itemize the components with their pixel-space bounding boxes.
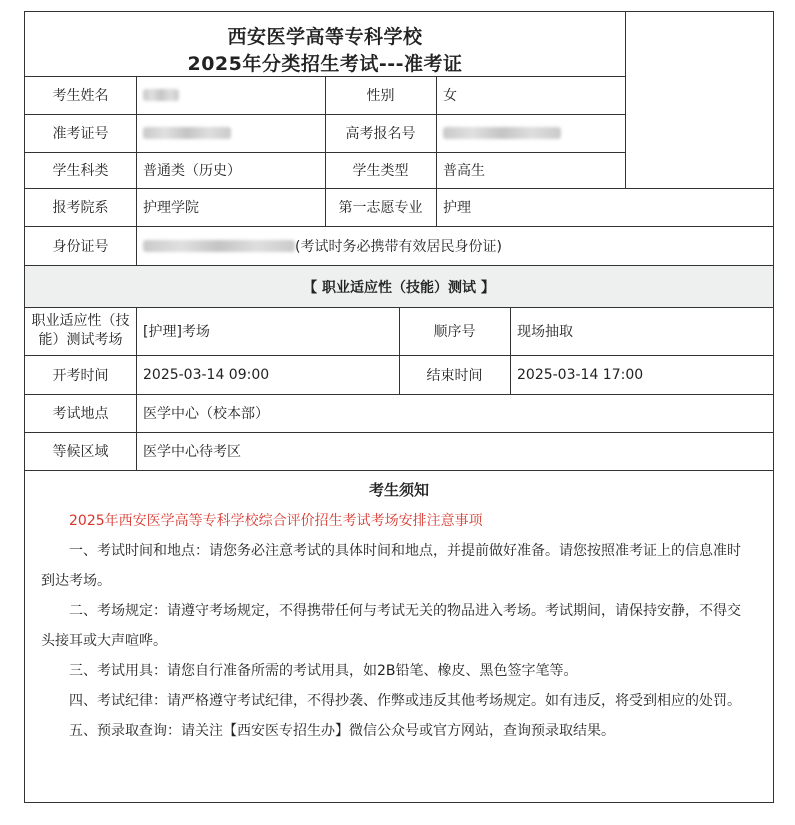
notice-item: 三、考试用具：请您自行准备所需的考试用具，如2B铅笔、橡皮、黑色签字笔等。 <box>69 663 578 679</box>
notice-title: 考生须知 <box>368 481 429 499</box>
notice-item: 五、预录取查询：请关注【西安医专招生办】微信公众号或官方网站，查询预录取结果。 <box>69 723 615 739</box>
notice-item: 一、考试时间和地点：请您务必注意考试的具体时间和地点，并提前做好准备。请您按照准考证上的信息准时到达考场。 <box>41 543 741 589</box>
id-number-value <box>136 226 773 265</box>
department-value: 护理学院 <box>143 200 199 216</box>
start-time-label: 开考时间 <box>52 367 109 384</box>
candidate-notice <box>25 471 773 746</box>
gender-label: 性别 <box>366 88 395 104</box>
student-type-label: 学生类型 <box>352 163 409 179</box>
exam-room-value: [护理]考场 <box>143 324 210 340</box>
gaokao-number-value <box>436 114 625 152</box>
gaokao-number-label: 高考报名号 <box>345 126 416 142</box>
name-value <box>136 76 325 114</box>
waiting-area-label: 等候区域 <box>52 444 109 460</box>
id-number-label: 身份证号 <box>52 238 109 255</box>
student-type-value: 普高生 <box>443 163 485 179</box>
ticket-title: 2025年分类招生考试---准考证 <box>187 53 463 75</box>
department-label: 报考院系 <box>52 200 109 216</box>
ticket-number-value <box>136 114 325 152</box>
major-label: 第一志愿专业 <box>338 200 423 216</box>
school-title: 西安医学高等专科学校 <box>227 26 423 48</box>
subject-label: 学生科类 <box>52 163 109 179</box>
name-label: 考生姓名 <box>52 88 109 104</box>
exam-room-label: 职业适应性（技能）测试考场 <box>31 313 130 348</box>
notice-item: 四、考试纪律：请严格遵守考试纪律，不得抄袭、作弊或违反其他考场规定。如有违反，将受到相应的处罚。 <box>69 693 741 709</box>
major-value: 护理 <box>443 200 471 216</box>
end-time-value: 2025-03-14 17:00 <box>517 366 644 383</box>
exam-place-label: 考试地点 <box>52 406 109 422</box>
notice-subtitle: 2025年西安医学高等专科学校综合评价招生考试考场安排注意事项 <box>69 513 483 529</box>
gender-value: 女 <box>443 88 457 104</box>
exam-place-value: 医学中心（校本部） <box>143 406 269 422</box>
id-note: (考试时务必携带有效居民身份证) <box>295 238 502 255</box>
admission-ticket <box>24 11 774 803</box>
notice-item: 二、考场规定：请遵守考场规定，不得携带任何与考试无关的物品进入考场。考试期间，请保持安静，不得交头接耳或大声喧哗。 <box>41 603 741 649</box>
subject-value: 普通类（历史） <box>143 163 241 179</box>
end-time-label: 结束时间 <box>426 367 483 384</box>
skills-test-section-title: 【 职业适应性（技能）测试 】 <box>25 266 773 307</box>
ticket-number-label: 准考证号 <box>52 126 109 142</box>
order-number-value: 现场抽取 <box>517 324 573 340</box>
waiting-area-value: 医学中心待考区 <box>143 444 241 460</box>
start-time-value: 2025-03-14 09:00 <box>143 366 270 383</box>
order-number-label: 顺序号 <box>433 324 476 340</box>
